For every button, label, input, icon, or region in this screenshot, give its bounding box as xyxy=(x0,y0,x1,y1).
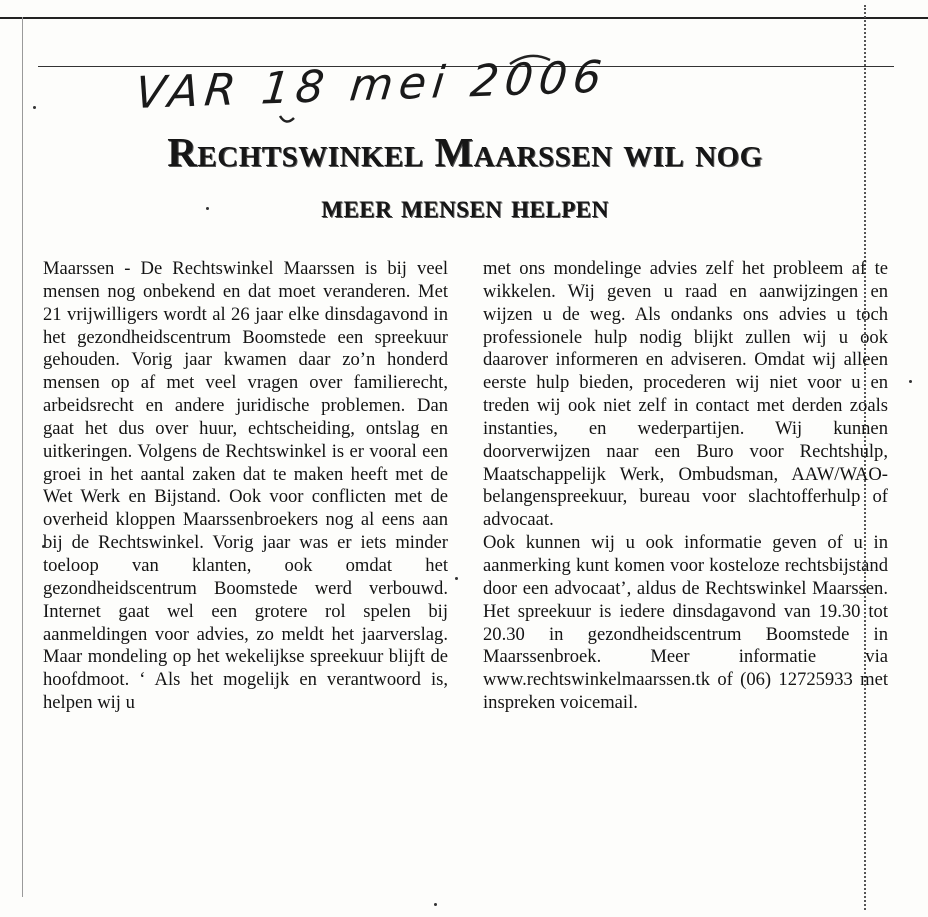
handwritten-note-text: VAR 18 mei 2006 xyxy=(132,51,610,119)
top-border-line xyxy=(0,17,928,19)
headline-line-2: meer mensen helpen xyxy=(321,189,609,225)
scan-speck xyxy=(33,106,36,109)
handwritten-date-note xyxy=(130,46,650,136)
scan-speck xyxy=(455,577,458,580)
article-paragraph: Maarssen - De Rechtswinkel Maarssen is bij veel mensen nog onbekend en dat moet veranderen. Met 21 vrijwilligers wordt al 26 jaar elke dinsdagavond in het gezondheidscentrum Boomstede een spreekuur gehouden. Vorig jaar kwamen daar zo’n honderd mensen op af met veel vragen over familierecht, arbeidsrecht en andere juridische problemen. Dan gaat het dus over huur, echtscheiding, ontslag en uitkeringen. Volgens de Rechtswinkel is er vooral een groei in het aantal zaken dat te maken heeft met de Wet Werk en Bijstand. Ook voor conflicten met de overheid kloppen Maarssenbroekers nog al eens aan bij de Rechtswinkel. Vorig jaar was er iets minder toeloop van klanten, ook omdat het gezondheidscentrum Boomstede werd verbouwd. Internet gaat wel een grotere rol spelen bij aanmeldingen voor advies, zo meldt het jaarverslag. Maar mondeling op het wekelijkse spreekuur blijft de hoofdmoot. ‘ Als het mogelijk en verantwoord is, helpen wij u xyxy=(43,258,448,714)
article-paragraph: met ons mondelinge advies zelf het probleem af te wikkelen. Wij geven u raad en aanwijzingen en wijzen u de weg. Als ondanks ons advies u toch professionele hulp nodig blijkt zullen wij u ook daarover informeren en adviseren. Omdat wij alleen eerste hulp bieden, procederen wij niet voor u en treden wij ook niet zelf in contact met derden zoals instanties, en wederpartijen. Wij kunnen doorverwijzen naar een Buro voor Rechtshulp, Maatschappelijk Werk, Ombudsman, AAW/WAO-belangenspreekuur, bureau voor slachtofferhulp of advocaat. xyxy=(483,258,888,531)
scan-speck xyxy=(909,380,912,383)
article-paragraph: Ook kunnen wij u ook informatie geven of u in aanmerking kunt komen voor kosteloze rechtsbijstand door een advocaat’, aldus de Rechtswinkel Maarssen. Het spreekuur is iedere dinsdagavond van 19.30 tot 20.30 in gezondheidscentrum Boomstede in Maarssenbroek. Meer informatie via www.rechtswinkelmaarssen.tk of (06) 12725933 met inspreken voicemail. xyxy=(483,532,888,714)
article-column-right xyxy=(483,258,888,715)
article-column-left xyxy=(43,258,448,715)
left-border-line xyxy=(22,17,23,897)
scan-speck xyxy=(434,903,437,906)
headline-line-1: Rechtswinkel Maarssen wil nog xyxy=(167,129,763,175)
